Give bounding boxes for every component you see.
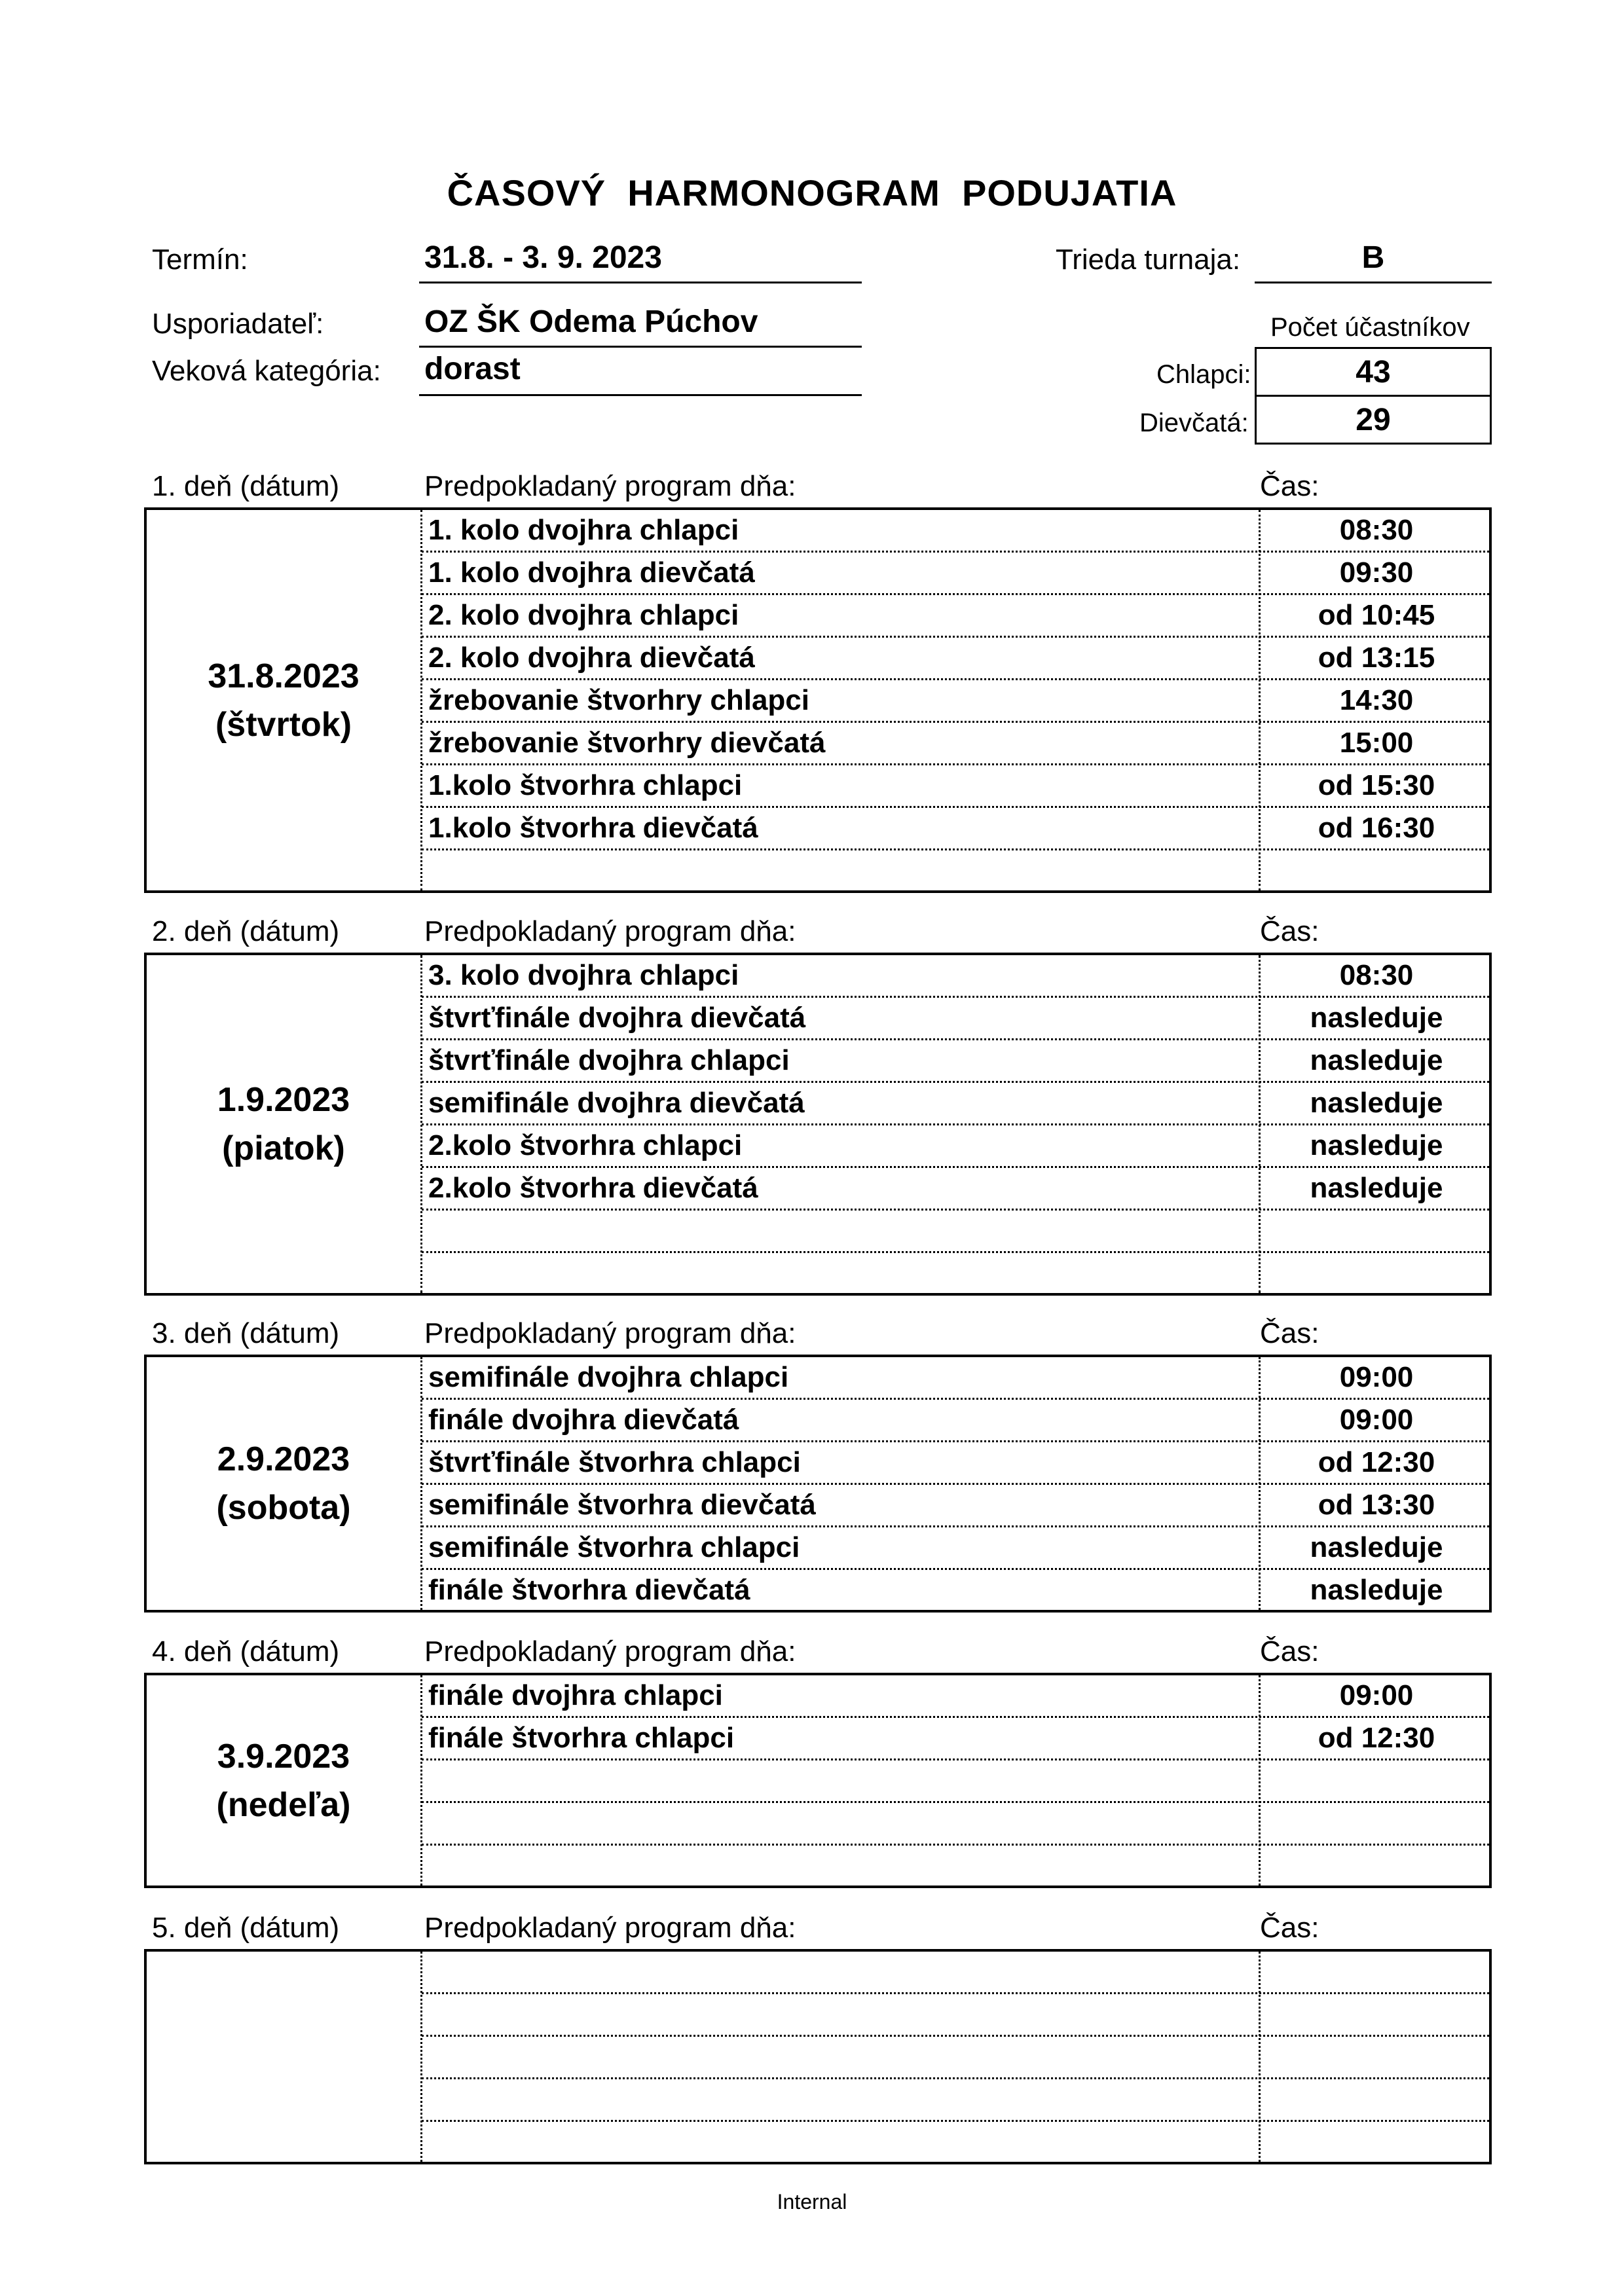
program-time (1264, 1994, 1489, 2035)
program-label: Predpokladaný program dňa: (424, 470, 796, 502)
schedule-row (422, 2079, 1489, 2122)
day-weekday: (sobota) (216, 1489, 351, 1527)
schedule-row (422, 1718, 1489, 1760)
program-label: Predpokladaný program dňa: (424, 1635, 796, 1667)
day-label: 5. deň (dátum) (152, 1912, 340, 1944)
schedule-row (422, 1994, 1489, 2037)
program-item: semifinále štvorhra dievčatá (428, 1489, 816, 1521)
schedule-row (422, 553, 1489, 595)
program-time: od 13:30 (1318, 1489, 1435, 1521)
schedule-row (422, 765, 1489, 808)
schedule-row (422, 1570, 1489, 1613)
trieda-underline (1255, 282, 1492, 283)
footer-classification: Internal (777, 2190, 847, 2214)
program-time: 09:00 (1339, 1679, 1414, 1711)
program-item: 2. kolo dvojhra chlapci (428, 599, 739, 631)
program-time: nasleduje (1310, 1172, 1443, 1204)
day-schedule-table (144, 953, 1492, 1296)
day-date-cell (147, 1675, 420, 1886)
program-time (1264, 2037, 1489, 2077)
program-item: žrebovanie štvorhry chlapci (428, 684, 809, 716)
time-label: Čas: (1260, 1635, 1320, 1667)
program-time: nasleduje (1310, 1531, 1443, 1563)
program-label: Predpokladaný program dňa: (424, 1912, 796, 1944)
schedule-row (422, 680, 1489, 723)
pocet-ucastnikov-label: Počet účastníkov (1270, 313, 1470, 342)
vekova-label: Veková kategória: (152, 355, 381, 387)
program-time: od 12:30 (1318, 1722, 1435, 1754)
program-item: štvrťfinále dvojhra dievčatá (428, 1002, 806, 1034)
schedule-row (422, 808, 1489, 850)
vekova-underline (419, 394, 862, 396)
termin-value: 31.8. - 3. 9. 2023 (424, 240, 662, 275)
program-time: od 15:30 (1318, 769, 1435, 801)
usporiadatel-label: Usporiadateľ: (152, 308, 324, 340)
program-item: finále dvojhra chlapci (428, 1679, 723, 1711)
program-label: Predpokladaný program dňa: (424, 1317, 796, 1349)
day-date-cell (147, 1357, 420, 1610)
schedule-row (422, 1527, 1489, 1570)
program-time: nasleduje (1310, 1087, 1443, 1119)
day-schedule-table (144, 507, 1492, 893)
time-label: Čas: (1260, 1912, 1320, 1944)
program-time (1264, 2122, 1489, 2162)
day-schedule-table (144, 1949, 1492, 2164)
day-schedule-table (144, 1673, 1492, 1888)
program-time: nasleduje (1310, 1574, 1443, 1606)
day-date: 31.8.2023 (208, 657, 360, 695)
program-time (1264, 1846, 1489, 1886)
program-time: od 12:30 (1318, 1446, 1435, 1478)
program-item: semifinále dvojhra dievčatá (428, 1087, 805, 1119)
day-weekday: (piatok) (222, 1129, 345, 1167)
program-item: 1.kolo štvorhra chlapci (428, 769, 743, 801)
day-label: 1. deň (dátum) (152, 470, 340, 502)
day-weekday: (štvrtok) (215, 705, 352, 744)
program-item: 2.kolo štvorhra dievčatá (428, 1172, 758, 1204)
schedule-row (422, 1083, 1489, 1125)
program-item: 2. kolo dvojhra dievčatá (428, 642, 755, 674)
page-title: ČASOVÝ HARMONOGRAM PODUJATIA (447, 172, 1177, 213)
program-time: od 10:45 (1318, 599, 1435, 631)
schedule-row (422, 1168, 1489, 1211)
program-item: finále dvojhra dievčatá (428, 1404, 739, 1436)
schedule-row (422, 998, 1489, 1040)
program-time (1264, 1211, 1489, 1251)
day-date-cell (147, 955, 420, 1293)
schedule-row (422, 955, 1489, 998)
day-date: 2.9.2023 (217, 1440, 350, 1478)
day-date-cell (147, 1952, 420, 2162)
program-time: od 13:15 (1318, 642, 1435, 674)
program-item: finále štvorhra chlapci (428, 1722, 735, 1754)
schedule-row (422, 1040, 1489, 1083)
day-label: 4. deň (dátum) (152, 1635, 340, 1667)
schedule-row (422, 510, 1489, 553)
schedule-row (422, 1760, 1489, 1803)
program-item: žrebovanie štvorhry dievčatá (428, 727, 826, 759)
vekova-value: dorast (424, 352, 521, 386)
schedule-row (422, 723, 1489, 765)
schedule-row (422, 1803, 1489, 1846)
day-label: 2. deň (dátum) (152, 915, 340, 947)
program-time: nasleduje (1310, 1044, 1443, 1076)
time-label: Čas: (1260, 470, 1320, 502)
termin-underline (419, 282, 862, 283)
program-time (1264, 1952, 1489, 1992)
time-label: Čas: (1260, 915, 1320, 947)
program-item: 1. kolo dvojhra chlapci (428, 514, 739, 546)
day-schedule-table (144, 1355, 1492, 1613)
schedule-row (422, 1485, 1489, 1527)
program-item: 1. kolo dvojhra dievčatá (428, 556, 755, 589)
schedule-row (422, 2122, 1489, 2164)
program-item: semifinále dvojhra chlapci (428, 1361, 789, 1393)
schedule-row (422, 1400, 1489, 1442)
program-time (1264, 1760, 1489, 1801)
program-time: 08:30 (1339, 959, 1414, 991)
program-item: 3. kolo dvojhra chlapci (428, 959, 739, 991)
trieda-label: Trieda turnaja: (1056, 244, 1241, 276)
schedule-row (422, 1125, 1489, 1168)
dievcata-label: Dievčatá: (1139, 409, 1249, 437)
program-item: 2.kolo štvorhra chlapci (428, 1129, 743, 1161)
schedule-row (422, 1952, 1489, 1994)
usporiadatel-value: OZ ŠK Odema Púchov (424, 304, 758, 339)
program-time (1264, 1803, 1489, 1844)
schedule-row (422, 1675, 1489, 1718)
program-time: od 16:30 (1318, 812, 1435, 844)
program-label: Predpokladaný program dňa: (424, 915, 796, 947)
program-time: 09:30 (1339, 556, 1414, 589)
day-date-cell (147, 510, 420, 890)
schedule-row (422, 850, 1489, 893)
schedule-row (422, 1846, 1489, 1888)
program-item: finále štvorhra dievčatá (428, 1574, 750, 1606)
program-time: nasleduje (1310, 1002, 1443, 1034)
trieda-value: B (1361, 240, 1385, 275)
day-label: 3. deň (dátum) (152, 1317, 340, 1349)
program-time: 09:00 (1339, 1404, 1414, 1436)
program-item: štvrťfinále dvojhra chlapci (428, 1044, 790, 1076)
program-item: štvrťfinále štvorhra chlapci (428, 1446, 801, 1478)
termin-label: Termín: (152, 244, 248, 276)
program-time: 08:30 (1339, 514, 1414, 546)
program-time: 14:30 (1339, 684, 1414, 716)
program-time (1264, 1253, 1489, 1294)
schedule-row (422, 1211, 1489, 1253)
program-time: nasleduje (1310, 1129, 1443, 1161)
schedule-row (422, 595, 1489, 638)
time-label: Čas: (1260, 1317, 1320, 1349)
day-weekday: (nedeľa) (216, 1785, 351, 1824)
usporiadatel-underline (419, 346, 862, 348)
program-time: 09:00 (1339, 1361, 1414, 1393)
program-item: semifinále štvorhra chlapci (428, 1531, 800, 1563)
program-time: 15:00 (1339, 727, 1414, 759)
chlapci-label: Chlapci: (1156, 360, 1251, 389)
schedule-row (422, 638, 1489, 680)
schedule-row (422, 2037, 1489, 2079)
schedule-row (422, 1253, 1489, 1296)
dievcata-count: 29 (1255, 395, 1492, 445)
schedule-row (422, 1442, 1489, 1485)
program-time (1264, 850, 1489, 891)
day-date: 1.9.2023 (217, 1081, 350, 1119)
schedule-row (422, 1357, 1489, 1400)
program-item: 1.kolo štvorhra dievčatá (428, 812, 758, 844)
chlapci-count: 43 (1255, 347, 1492, 397)
program-time (1264, 2079, 1489, 2120)
day-date: 3.9.2023 (217, 1737, 350, 1776)
